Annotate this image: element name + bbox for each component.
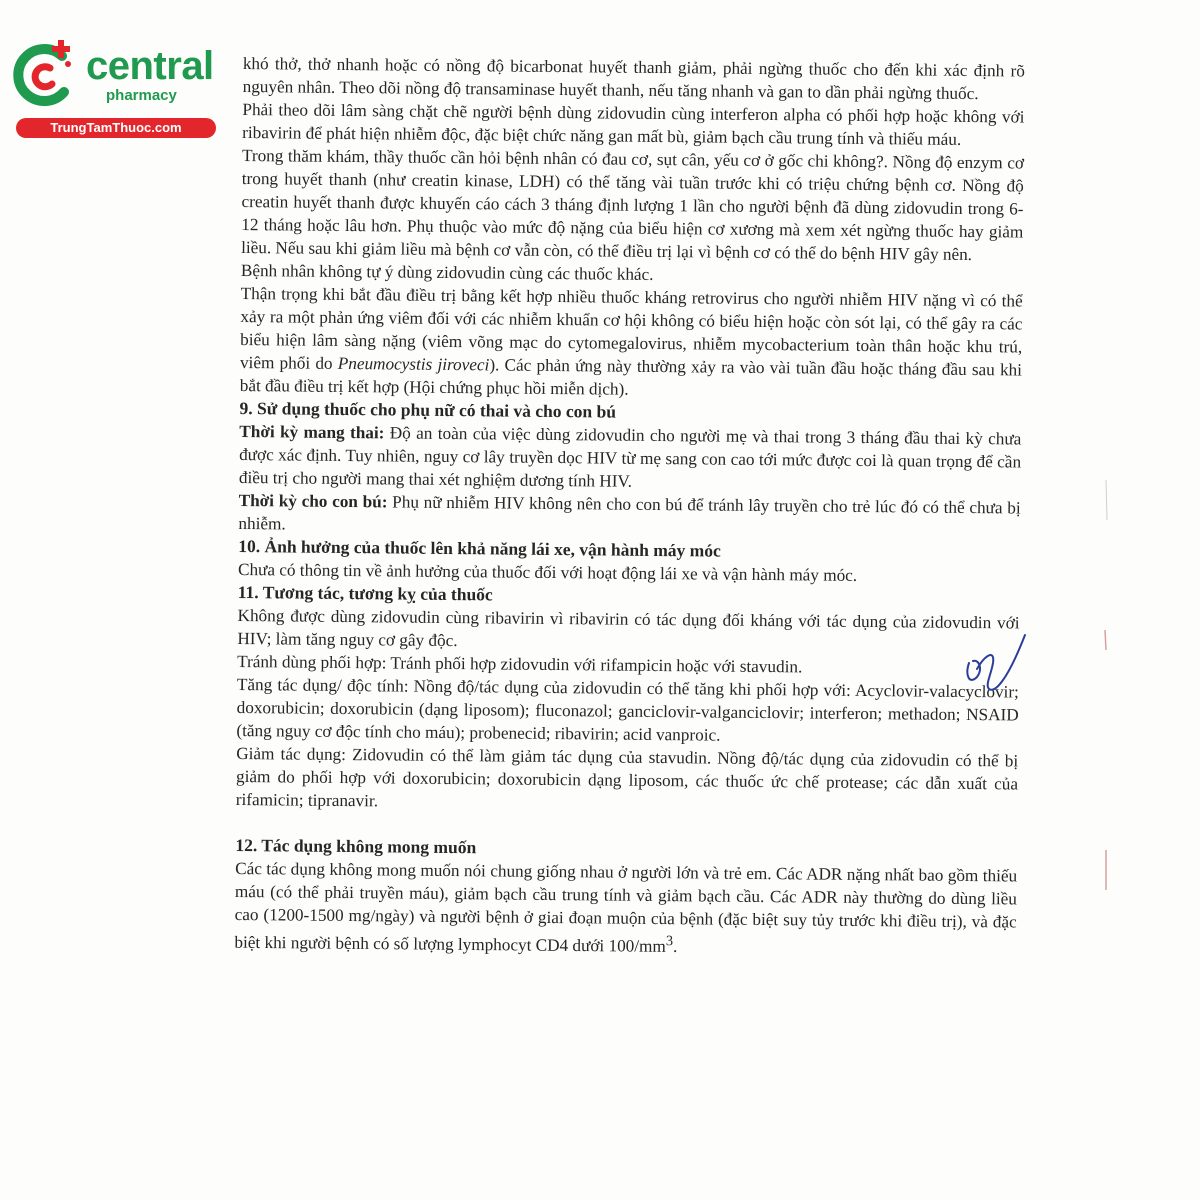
paragraph: Chưa có thông tin về ảnh hưởng của thuốc đối với hoạt động lái xe và vận hành máy móc. <box>237 559 858 585</box>
paragraph: Giảm tác dụng: Zidovudin có thể làm giảm tác dụng của stavudin. Nồng độ/tác dụng của zidovudin có thể bị giảm do phối hợp với doxorubicin; doxorubicin dạng liposom, các thuốc ức chế protease; các dẫn xuất của rifamicin; tipranavir. <box>235 743 1019 811</box>
logo-brand: central <box>86 44 214 88</box>
signature-mark-icon <box>955 615 1035 705</box>
italic-term: Pneumocystis jiroveci <box>337 353 490 375</box>
scan-edge-marks <box>1096 480 1116 900</box>
paragraph: khó thở, thở nhanh hoặc có nồng độ bicarbonat huyết thanh giảm, phải ngừng thuốc cho đến khi xác định rõ nguyên nhân. Theo dõi nồng độ transaminase huyết thanh, nếu tăng nhanh và gan to dần phải ngừng thuốc. <box>242 53 1025 104</box>
central-pharmacy-logo <box>10 36 215 136</box>
paragraph: Thời kỳ mang thai: Độ an toàn của việc dùng zidovudin cho người mẹ và thai trong 3 tháng đầu thai kỳ chưa được xác định. Tuy nhiên, nguy cơ lây truyền dọc HIV từ mẹ sang con cao tới mức được coi là quan trọng để cần điều trị cho người mang thai xét nghiệm dương tính HIV. <box>238 421 1022 491</box>
section-heading-10: 10. Ảnh hưởng của thuốc lên khả năng lái xe, vận hành máy móc <box>238 535 721 561</box>
logo-site-url: TrungTamThuoc.com <box>16 118 216 138</box>
subsection-label: Thời kỳ mang thai: <box>239 421 385 443</box>
paragraph: Thận trọng khi bắt đầu điều trị bằng kết hợp nhiều thuốc kháng retrovirus cho người nhiễm HIV nặng vì có thể xảy ra một phản ứng viêm đối với các nhiễm khuẩn cơ hội không có biểu hiện hoặc còn sót lại, có thể gây ra các biểu hiện lâm sàng nặng (viêm võng mạc do cytomegalovirus, nhiễm mycobacterium toàn thân hoặc khu trú, viêm phổi do Pneumocystis jiroveci). Các phản ứng này thường xảy ra vào vài tuần đầu hoặc tháng đầu sau khi bắt đầu điều trị kết hợp (Hội chứng phục hồi miễn dịch). <box>239 283 1023 399</box>
paragraph: Trong thăm khám, thầy thuốc cần hỏi bệnh nhân có đau cơ, sụt cân, yếu cơ ở gốc chi không?. Nồng độ enzym cơ trong huyết thanh (như creatin kinase, LDH) có thể tăng vài tuần trước khi có triệu chứng bệnh cơ. Nồng độ creatin huyết thanh được khuyến cáo cách 3 tháng định lượng 1 lần cho người bệnh đã dùng zidovudin trong 6-12 tháng hoặc lâu hơn. Phụ thuộc vào mức độ nặng của biểu hiện cơ xương mà xem xét ngừng thuốc hay giảm liều. Nếu sau khi giảm liều mà bệnh cơ vẫn còn, có thể điều trị lại vì bệnh cơ có thể do bệnh HIV gây nên. <box>241 145 1025 265</box>
section-heading-9: 9. Sử dụng thuốc cho phụ nữ có thai và cho con bú <box>239 397 617 422</box>
logo-subtitle: pharmacy <box>106 87 177 104</box>
paragraph: Không được dùng zidovudin cùng ribavirin vì ribavirin có tác dụng đối kháng với tác dụng của zidovudin với HIV; làm tăng nguy cơ gây độc. <box>237 605 1020 651</box>
document-page <box>234 52 1025 961</box>
pharmacy-cross-icon <box>10 36 86 116</box>
section-heading-12: 12. Tác dụng không mong muốn <box>235 834 477 858</box>
superscript: 3 <box>665 933 674 950</box>
paragraph: Thời kỳ cho con bú: Phụ nữ nhiễm HIV không nên cho con bú để tránh lây truyền cho trẻ lúc đó có thể chưa bị nhiễm. <box>238 490 1021 534</box>
paragraph: Các tác dụng không mong muốn nói chung giống nhau ở người lớn và trẻ em. Các ADR nặng nhất bao gồm thiếu máu (có thể phải truyền máu), giảm bạch cầu trung tính và giảm bạch cầu. Các ADR này thường do dùng liều cao (1200-1500 mg/ngày) và người bệnh ở giai đoạn muộn của bệnh (đặc biệt suy tủy trước khi điều trị), và đặc biệt khi người bệnh có số lượng lymphocyt CD4 dưới $100/mm^3$. <box>234 858 1018 956</box>
section-heading-11: 11. Tương tác, tương kỵ của thuốc <box>237 581 493 605</box>
subsection-label: Thời kỳ cho con bú: <box>238 490 388 512</box>
paragraph: Bệnh nhân không tự ý dùng zidovudin cùng các thuốc khác. <box>240 260 654 284</box>
paragraph: Tránh dùng phối hợp: Tránh phối hợp zidovudin với rifampicin hoặc với stavudin. <box>237 651 803 677</box>
paragraph: Phải theo dõi lâm sàng chặt chẽ người bệnh dùng zidovudin cùng interferon alpha có phối hợp hoặc không với ribavirin để phát hiện nhiễm độc, đặc biệt chức năng gan mất bù, giảm bạch cầu trung tính và thiếu máu. <box>242 99 1025 149</box>
paragraph: Tăng tác dụng/ độc tính: Nồng độ/tác dụng của zidovudin có thể tăng khi phối hợp với: Acyclovir-valacyclovir; doxorubicin; doxorubicin (dạng liposom); fluconazol; ganciclovir-valganciclovir; interferon; methadon; NSAID (tăng nguy cơ độc tính cho máu); probenecid; ribavirin; acid vanproic. <box>236 674 1019 745</box>
